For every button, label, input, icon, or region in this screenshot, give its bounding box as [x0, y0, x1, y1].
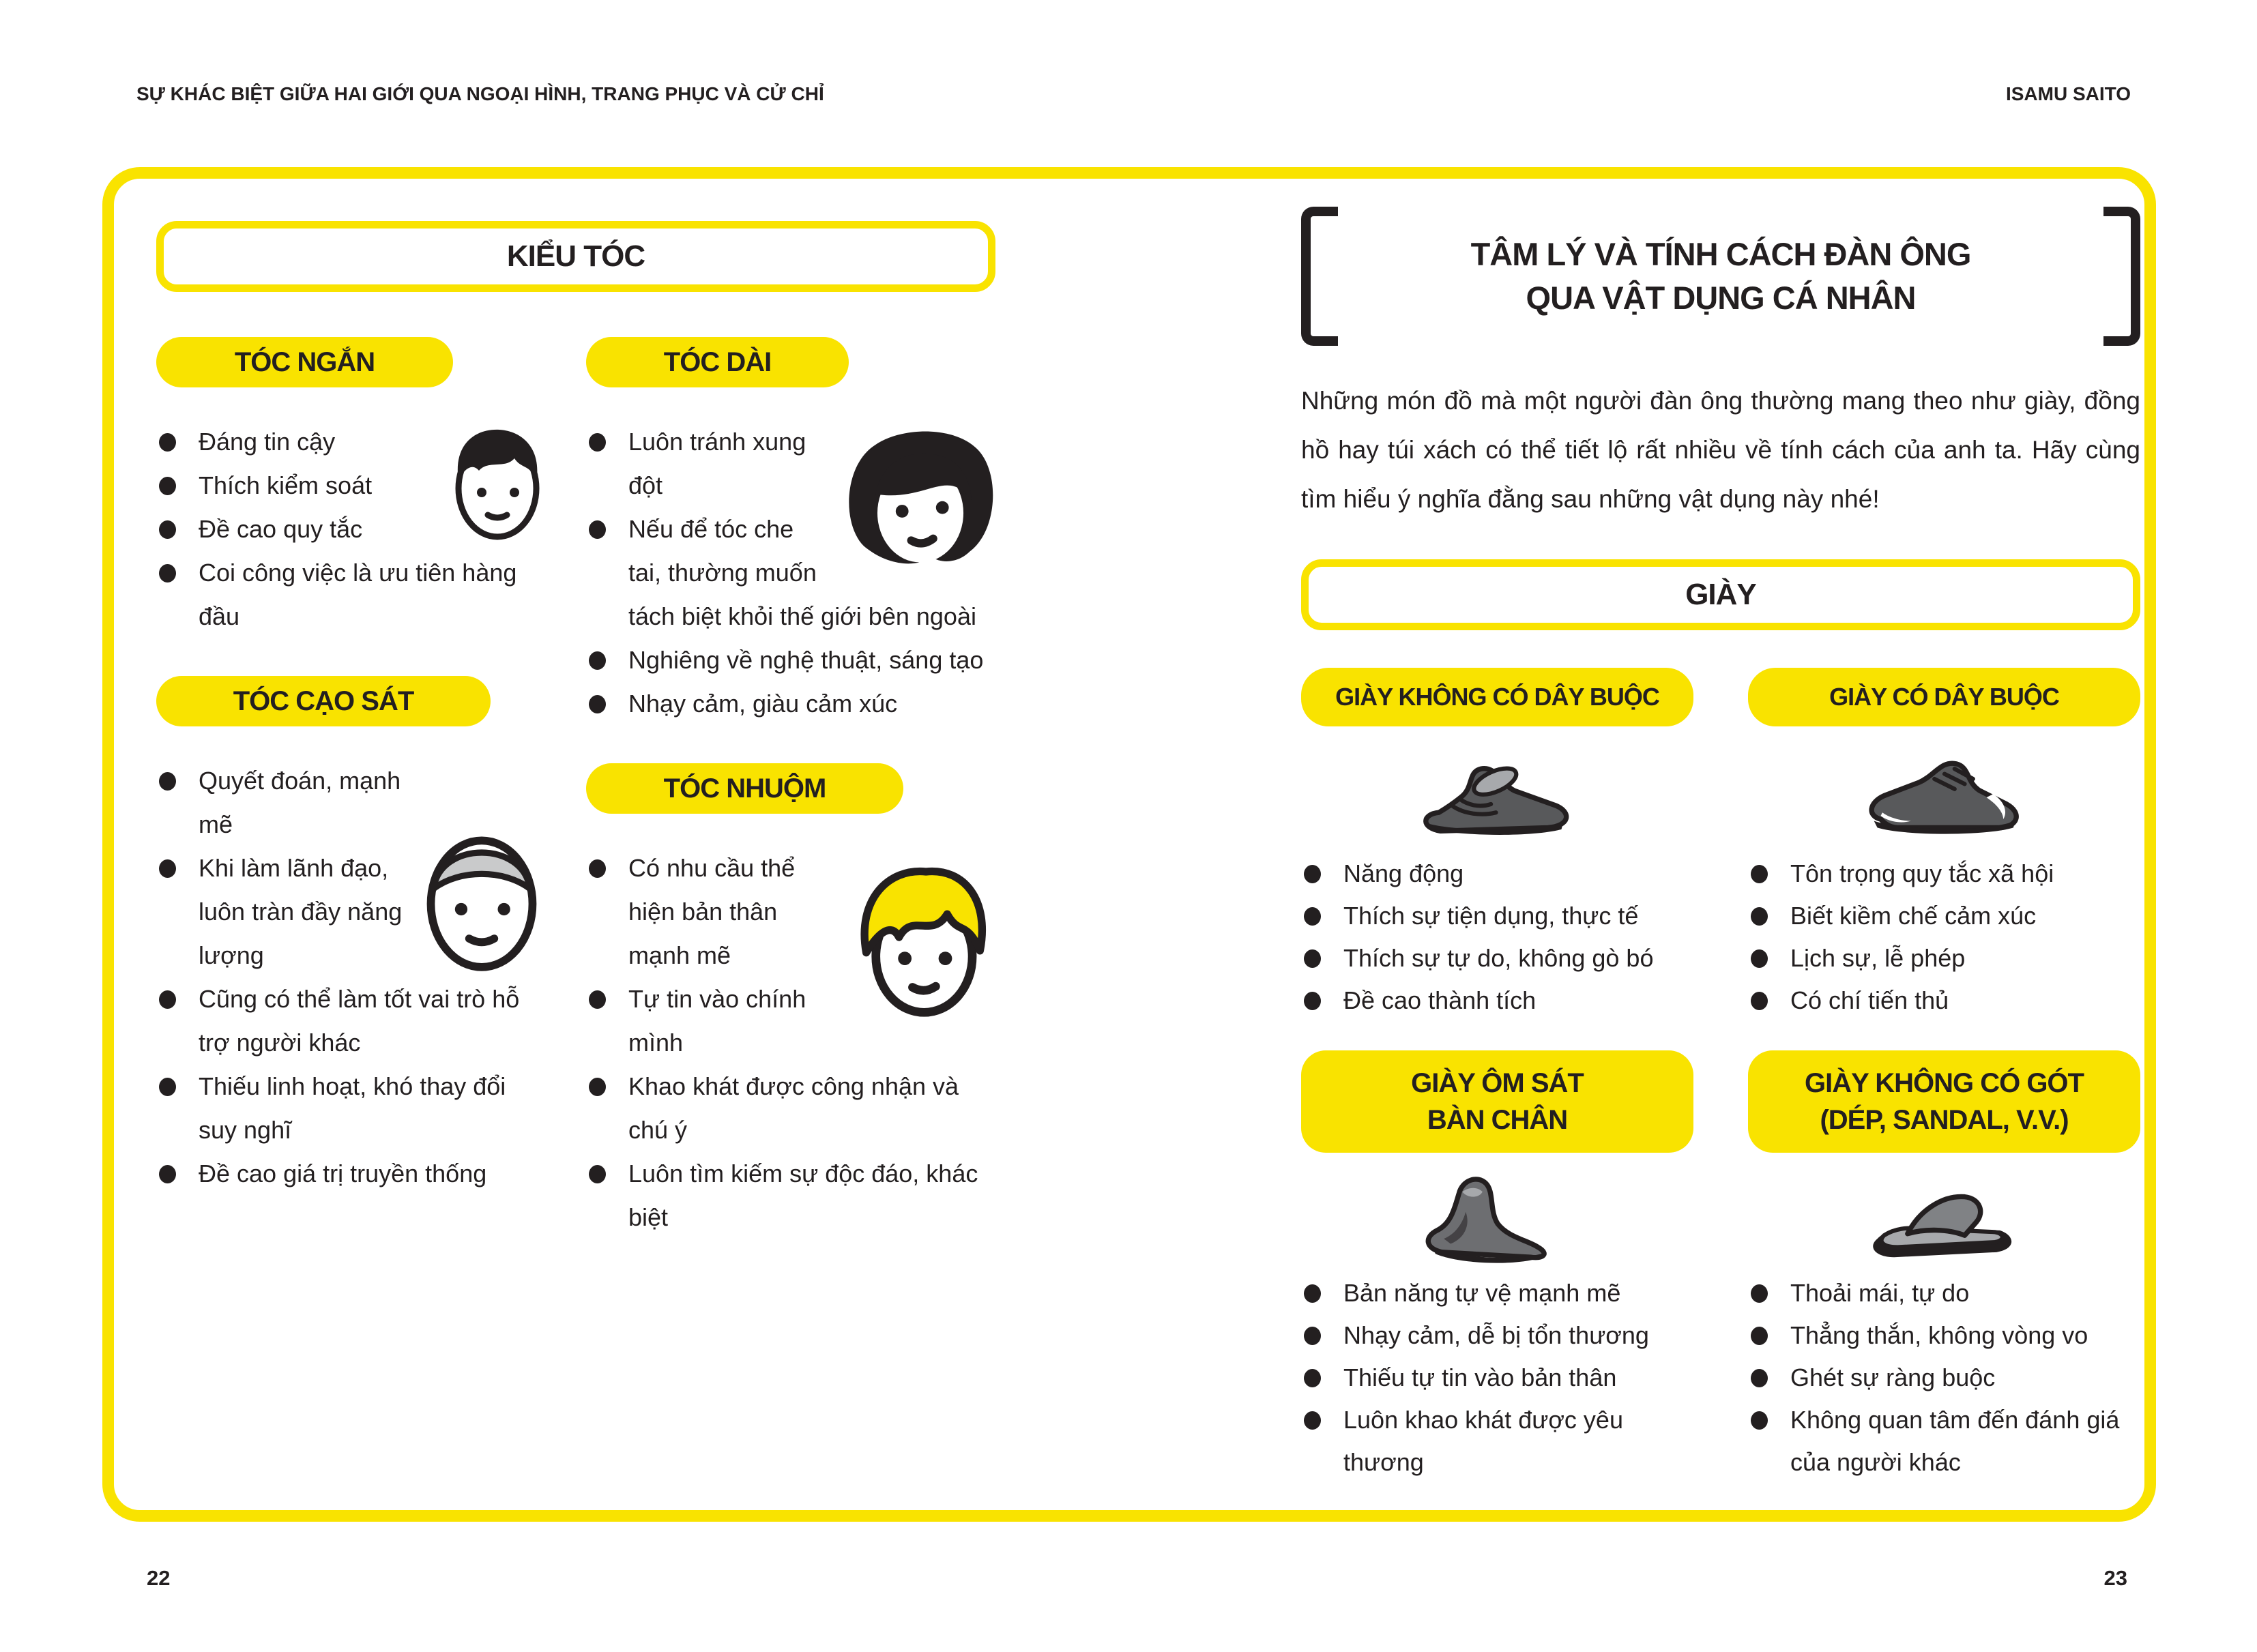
- list-item: Không quan tâm đến đánh giá của người khác: [1748, 1399, 2140, 1484]
- section-label: TÓC NHUỘM: [663, 773, 826, 803]
- spread-frame: [102, 167, 2156, 1522]
- running-head-left: SỰ KHÁC BIỆT GIỮA HAI GIỚI QUA NGOẠI HÌNH, TRANG PHỤC VÀ CỬ CHỈ: [136, 83, 824, 104]
- category-laces: [1748, 668, 2140, 1022]
- list-item: Tự tin vào chính mình: [586, 977, 995, 1065]
- loafer-shoe-icon: [1301, 726, 1693, 853]
- list-item: Tôn trọng quy tắc xã hội: [1748, 853, 2140, 895]
- list-item: Khao khát được công nhận và chú ý: [586, 1065, 995, 1152]
- category-no-laces: [1301, 668, 1693, 1022]
- list-item: Luôn khao khát được yêu thương: [1301, 1399, 1693, 1484]
- slide-sandal-icon: [1748, 1153, 2140, 1272]
- toc-ngan-list-block: [156, 420, 549, 638]
- chapter-intro: Những món đồ mà một người đàn ông thường mang theo như giày, đồng hồ hay túi xách có thể tiết lộ rất nhiều về tính cách của anh ta. Hãy cùng tìm hiểu ý nghĩa đằng sau những vật dụng này nhé!: [1301, 387, 2140, 513]
- hairstyle-title: KIỂU TÓC: [506, 239, 645, 273]
- snug-shoe-icon: [1301, 1153, 1693, 1272]
- list-item: Quyết đoán, mạnh mẽ: [156, 759, 549, 846]
- category-snug: [1301, 1050, 1693, 1484]
- category-label-line2: BÀN CHÂN: [1427, 1105, 1568, 1135]
- section-header-toc-nhuom: [586, 763, 903, 814]
- list-item: Bản năng tự vệ mạnh mẽ: [1301, 1272, 1693, 1314]
- list-item: Ghét sự ràng buộc: [1748, 1357, 2140, 1399]
- list-item: Khi làm lãnh đạo, luôn tràn đầy năng lượng: [156, 846, 549, 977]
- list-item: Thích sự tự do, không gò bó: [1301, 937, 1693, 979]
- page-number-left: 22: [147, 1566, 171, 1590]
- chapter-title-line1: TÂM LÝ VÀ TÍNH CÁCH ĐÀN ÔNG: [1470, 236, 1971, 272]
- section-label: TÓC CẠO SÁT: [233, 685, 414, 716]
- category-header-snug: [1301, 1050, 1693, 1153]
- category-header-no-heel: [1748, 1050, 2140, 1153]
- left-page: [156, 221, 995, 1239]
- list-item: Nhạy cảm, dễ bị tổn thương: [1301, 1314, 1693, 1357]
- list-item: Thẳng thắn, không vòng vo: [1748, 1314, 2140, 1357]
- list-item: Đáng tin cậy: [156, 420, 549, 464]
- list-item: Coi công việc là ưu tiên hàng đầu: [156, 551, 549, 638]
- list-item: Có nhu cầu thể hiện bản thân mạnh mẽ: [586, 846, 995, 977]
- list-item: Thoải mái, tự do: [1748, 1272, 2140, 1314]
- category-label: GIÀY KHÔNG CÓ DÂY BUỘC: [1335, 683, 1659, 711]
- category-header-laces: [1748, 668, 2140, 726]
- list-item: Nghiêng về nghệ thuật, sáng tạo: [586, 638, 995, 682]
- list-item: Thích sự tiện dụng, thực tế: [1301, 895, 1693, 937]
- list-item: Lịch sự, lễ phép: [1748, 937, 2140, 979]
- chapter-title: [1338, 233, 2103, 320]
- category-label-line1: GIÀY KHÔNG CÓ GÓT: [1805, 1068, 2084, 1098]
- list-item: Đề cao quy tắc: [156, 507, 549, 551]
- toc-dai-list-block: [586, 420, 995, 726]
- list-item: Năng động: [1301, 853, 1693, 895]
- laced-shoe-icon: [1748, 726, 2140, 853]
- list-item: Nhạy cảm, giàu cảm xúc: [586, 682, 995, 726]
- shoes-section-box: [1301, 559, 2140, 630]
- list-item: Cũng có thể làm tốt vai trò hỗ trợ người khác: [156, 977, 549, 1065]
- shoes-section-title: GIÀY: [1685, 578, 1756, 611]
- list-item: Có chí tiến thủ: [1748, 979, 2140, 1022]
- chapter-title-line2: QUA VẬT DỤNG CÁ NHÂN: [1526, 280, 1916, 316]
- list-item: Luôn tránh xung đột: [586, 420, 995, 507]
- section-header-toc-dai: [586, 337, 849, 387]
- shoe-category-grid: [1301, 668, 2140, 1484]
- section-label: TÓC DÀI: [663, 346, 772, 377]
- list-item: Biết kiềm chế cảm xúc: [1748, 895, 2140, 937]
- toc-cao-sat-list-block: [156, 759, 549, 1196]
- category-label-line2: (DÉP, SANDAL, V.V.): [1820, 1105, 2069, 1135]
- right-bracket-icon: [2103, 207, 2140, 346]
- hairstyle-title-box: [156, 221, 995, 292]
- category-no-heel: [1748, 1050, 2140, 1484]
- list-item: Đề cao giá trị truyền thống: [156, 1152, 549, 1196]
- category-header-no-laces: [1301, 668, 1693, 726]
- category-label: GIÀY CÓ DÂY BUỘC: [1829, 683, 2059, 711]
- list-item: Thích kiểm soát: [156, 464, 549, 507]
- section-header-toc-ngan: [156, 337, 453, 387]
- right-page: [1301, 211, 2140, 1484]
- section-label: TÓC NGẮN: [234, 346, 375, 377]
- list-item: Đề cao thành tích: [1301, 979, 1693, 1022]
- running-head-author: ISAMU SAITO: [2005, 83, 2131, 104]
- left-bracket-icon: [1301, 207, 1338, 346]
- toc-nhuom-list-block: [586, 846, 995, 1239]
- list-item: Luôn tìm kiếm sự độc đáo, khác biệt: [586, 1152, 995, 1239]
- list-item: Thiếu linh hoạt, khó thay đổi suy nghĩ: [156, 1065, 549, 1152]
- category-label-line1: GIÀY ÔM SÁT: [1411, 1068, 1584, 1098]
- list-item: Nếu để tóc che tai, thường muốn tách biệt khỏi thế giới bên ngoài: [586, 507, 995, 638]
- page-number-right: 23: [2103, 1566, 2127, 1590]
- chapter-title-row: [1301, 211, 2140, 341]
- list-item: Thiếu tự tin vào bản thân: [1301, 1357, 1693, 1399]
- section-header-toc-cao-sat: [156, 676, 491, 726]
